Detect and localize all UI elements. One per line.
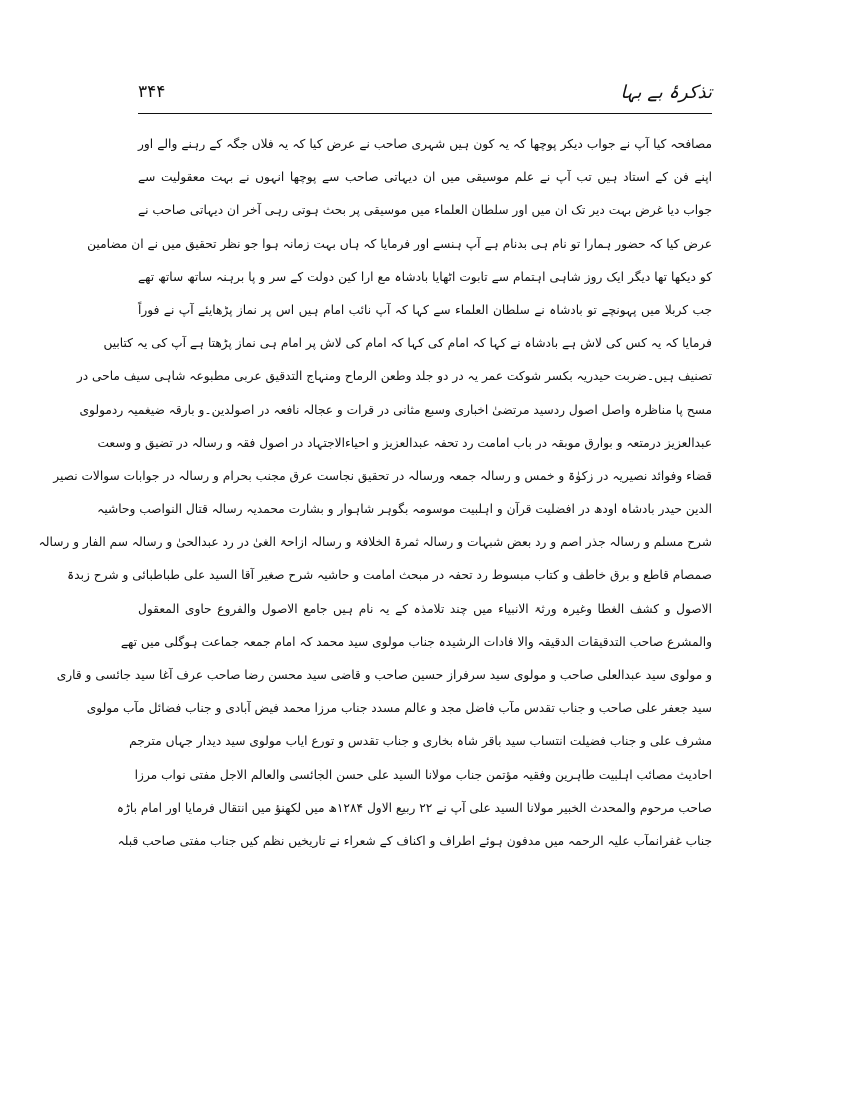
text-line: والمشرع صاحب التدقیقات الدقیقہ والا فادات الرشیدہ جناب مولوی سید محمد کہ امام جمعہ جماعت ہوگلی میں تھے [120, 634, 712, 649]
text-line: سید جعفر علی صاحب و جناب تقدس مآب فاضل مجد و عالم مسدد جناب مرزا محمد فیض آبادی و جناب فضائل مآب مولوی [86, 701, 712, 716]
text-line: جواب دیا غرض بہت دیر تک ان میں اور سلطان العلماء میں موسیقی پر بحث ہوتی رہی آخر ان دیہاتی صاحب نے [138, 203, 712, 218]
text-line: احادیث مصائب اہلبیت طاہرین وفقیہ مؤتمن جناب مولانا السید علی حسن الجائسی والعالم الاجل مفتی نواب مرزا [134, 767, 712, 782]
text-line: مصافحہ کیا آپ نے جواب دیکر پوچھا کہ یہ کون ہیں شہری صاحب نے عرض کیا کہ یہ فلاں جگہ کے رہنے والے اور [138, 137, 712, 151]
text-line: صمصام قاطع و برق خاطف و کتاب مبسوط رد تحفہ در مبحث امامت و حاشیہ شرح صغیر آقا السید علی طباطبائی و شرح زبدۃ [67, 568, 712, 583]
text-line: جب کربلا میں پہونچے تو بادشاہ نے سلطان العلماء سے کہا کہ آپ نائب امام ہیں اس پر نماز پڑھایئے آپ نے فوراً [138, 302, 712, 317]
text-line: عبدالعزیز درمتعہ و بوارق موبقہ در باب امامت رد تحفہ عبدالعزیز و احیاءالاجتہاد در اصول فقہ و رسالہ در تضیق و وسعت [97, 435, 712, 450]
text-line: عرض کیا کہ حضور ہمارا تو نام ہی بدنام ہے آپ ہنسے اور فرمایا کہ ہاں بہت زمانہ ہوا جو نظر تحقیق میں نے ان مضامین [87, 236, 712, 251]
text-line: الدین حیدر بادشاہ اودھ در افضلیت قرآن و اہلبیت موسومہ بگوہر شاہوار و بشارت محمدیہ رسالہ قتال النواصب وحاشیہ [97, 502, 712, 517]
book-title: تذکرۂ بے بہا [620, 82, 712, 103]
text-line: الاصول و کشف الغطا وغیرہ ورثۃ الانبیاء میں چند تلامذہ کے یہ نام ہیں جامع الاصول والفروع حاوی المعقول [138, 601, 712, 616]
text-line: صاحب مرحوم والمحدث الخبیر مولانا السید علی آپ نے ۲۲ ربیع الاول ۱۲۸۴ھ میں لکھنؤ میں انتقال فرمایا اور امام باڑہ [116, 800, 712, 815]
text-line: اپنے فن کے استاد ہیں تب آپ نے علم موسیقی میں ان دیہاتی صاحب سے پوچھا انہوں نے بہت معقولیت سے [138, 170, 712, 185]
text-line: کو دیکھا تھا دیگر ایک روز شاہی اہتمام سے تابوت اٹھایا بادشاہ مع ارا کین دولت کے سر و پا برہنہ ساتھ ساتھ تھے [138, 269, 712, 284]
text-line: شرح مسلم و رسالہ جذر اصم و رد بعض شبہات و رسالہ ثمرۃ الخلافۃ و رسالہ ازاحۃ الغیٰ در رد عبدالحیٰ و رسالہ سم الفار و رسالہ [38, 535, 712, 550]
page-header [138, 82, 712, 112]
text-line: مسح پا مناظرہ واصل اصول ردسید مرتضیٰ اخباری وسبع مثانی در قرات و عجالہ نافعہ در اصولدین۔و بارقہ ضیغمیہ ردمولوی [79, 402, 712, 417]
text-line: فرمایا کہ یہ کس کی لاش ہے بادشاہ نے کہا کہ امام کی کہا کہ امام کی لاش پر امام ہی نماز پڑھتا ہے آپ کی یہ کتابیں [103, 336, 712, 351]
page-number: ۳۴۴ [138, 82, 166, 102]
header-divider [138, 113, 712, 114]
text-line: و مولوی سید عبدالعلی صاحب و مولوی سید سرفراز حسین صاحب و قاضی سید محسن رضا صاحب عرف آغا سید جائسی و قاری [56, 668, 712, 682]
text-line: مشرف علی و جناب فضیلت انتساب سید باقر شاہ بخاری و جناب تقدس و تورع ایاب مولوی سید دیدار جہاں مترجم [129, 734, 712, 749]
text-line: قضاء وفوائد نصیریہ در زکوٰۃ و خمس و رسالہ جمعہ ورسالہ در تحقیق نجاست عرق مجنب بحرام و رسالہ در جوابات سوالات نصیر [53, 468, 712, 483]
text-line: تصنیف ہیں۔ضربت حیدریہ بکسر شوکت عمر یہ در دو جلد وطعن الرماح ومنہاج التدقیق عربی مطبوعہ شاہی سیف ماحی در [76, 369, 712, 384]
text-line: جناب غفرانمآب علیہ الرحمہ میں مدفون ہوئے اطراف و اکناف کے شعراء نے تاریخیں نظم کیں جناب مفتی صاحب قبلہ [117, 833, 712, 848]
text-body [38, 128, 712, 858]
